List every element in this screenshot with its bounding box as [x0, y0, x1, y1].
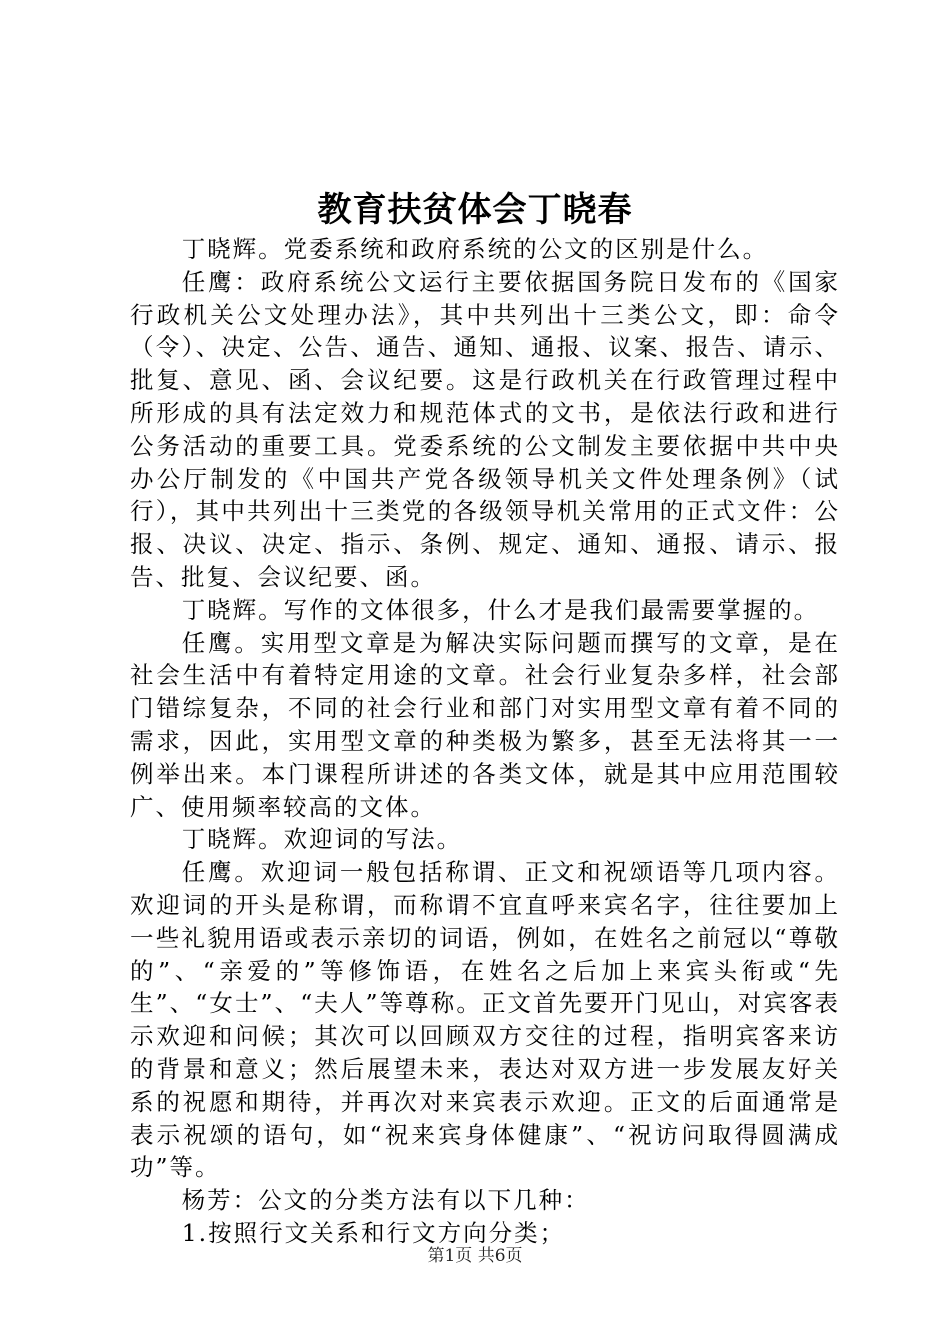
- document-title: 教育扶贫体会丁晓春: [317, 190, 633, 230]
- paragraph: 任鹰：政府系统公文运行主要依据国务院日发布的《国家行政机关公文处理办法》，其中共列出十三类公文，即：命令（令）、决定、公告、通告、通知、通报、议案、报告、请示、批复、意见、函、会议纪要。这是行政机关在行政管理过程中所形成的具有法定效力和规范体式的文书，是依法行政和进行公务活动的重要工具。党委系统的公文制发主要依据中共中央办公厅制发的《中国共产党各级领导机关文件处理条例》（试行），其中共列出十三类党的各级领导机关常用的正式文件：公报、决议、决定、指示、条例、规定、通知、通报、请示、报告、批复、会议纪要、函。: [130, 267, 840, 591]
- paragraph: 丁晓辉。欢迎词的写法。: [181, 825, 463, 854]
- paragraph: 任鹰。欢迎词一般包括称谓、正文和祝颂语等几项内容。欢迎词的开头是称谓，而称谓不宜直呼来宾名字，往往要加上一些礼貌用语或表示亲切的词语，例如，在姓名之前冠以“尊敬的”、“亲爱的”等修饰语，在姓名之后加上来宾头衔或“先生”、“女士”、“夫人”等尊称。正文首先要开门见山，对宾客表示欢迎和问候；其次可以回顾双方交往的过程，指明宾客来访的背景和意义；然后展望未来，表达对双方进一步发展友好关系的祝愿和期待，并再次对来宾表示欢迎。正文的后面通常是表示祝颂的语句，如“祝来宾身体健康”、“祝访问取得圆满成功”等。: [130, 858, 840, 1182]
- paragraph: 丁晓辉。写作的文体很多，什么才是我们最需要掌握的。: [181, 595, 820, 624]
- paragraph: 任鹰。实用型文章是为解决实际问题而撰写的文章，是在社会生活中有着特定用途的文章。社会行业复杂多样，社会部门错综复杂，不同的社会行业和部门对实用型文章有着不同的需求，因此，实用型文章的种类极为繁多，甚至无法将其一一例举出来。本门课程所讲述的各类文体，就是其中应用范围较广、使用频率较高的文体。: [130, 628, 840, 821]
- paragraph: 杨芳：公文的分类方法有以下几种：: [181, 1186, 590, 1215]
- page-footer: 第1页 共6页: [427, 1246, 523, 1266]
- paragraph: 1.按照行文关系和行文方向分类；: [181, 1218, 566, 1247]
- paragraph: 丁晓辉。党委系统和政府系统的公文的区别是什么。: [181, 235, 769, 263]
- document-body: [130, 233, 840, 1250]
